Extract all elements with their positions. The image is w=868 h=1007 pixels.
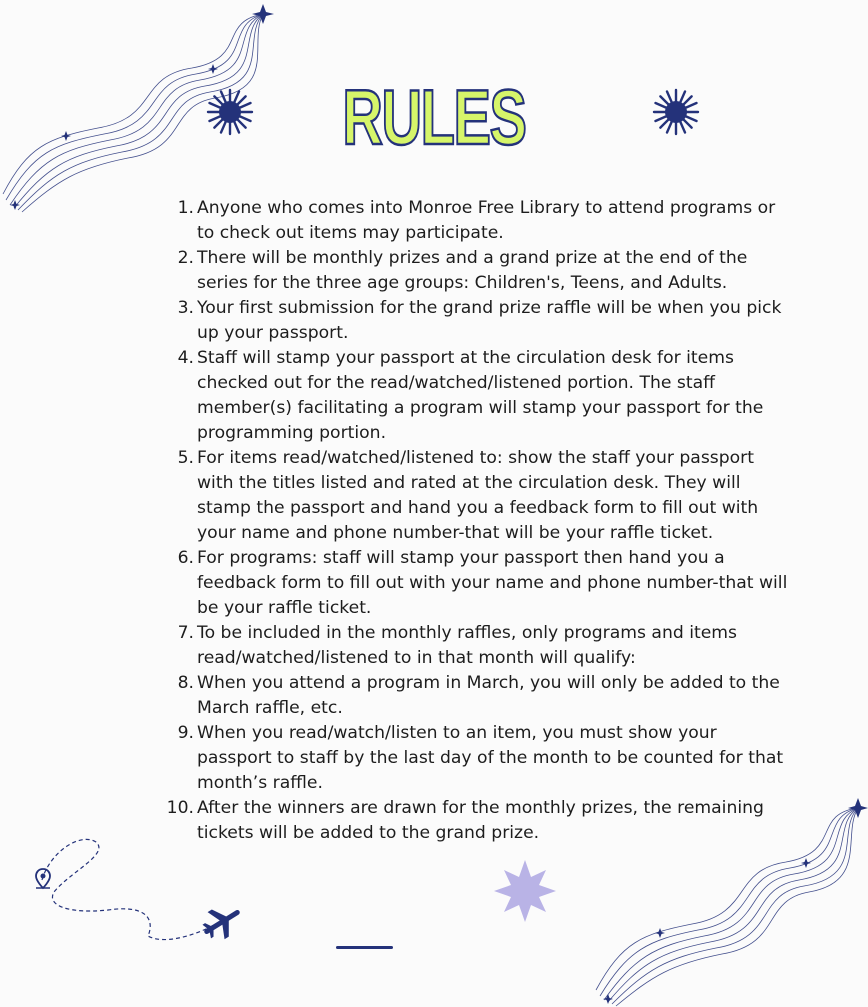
rule-item	[166, 196, 790, 246]
rule-text: To be included in the monthly raffles, only programs and items read/watched/listened to in that month will qualify:	[197, 623, 738, 668]
starburst-icon	[492, 858, 558, 924]
rule-number: 3.	[177, 298, 194, 318]
rule-text: When you attend a program in March, you will only be added to the March raffle, etc.	[197, 673, 780, 718]
rule-number: 4.	[177, 348, 194, 368]
rules-list	[166, 196, 790, 846]
rule-item	[166, 796, 790, 846]
rule-text: When you read/watch/listen to an item, you must show your passport to staff by the last day of the month to be counted for that month’s raffle.	[197, 723, 784, 793]
rule-text: For programs: staff will stamp your passport then hand you a feedback form to fill out with your name and phone number-that will be your raffle ticket.	[197, 548, 788, 618]
rule-number: 6.	[177, 548, 194, 568]
location-pin-icon	[34, 868, 52, 890]
rule-item	[166, 721, 790, 796]
airplane-icon	[202, 904, 242, 940]
rule-item	[166, 671, 790, 721]
rule-item	[166, 546, 790, 621]
rule-text: After the winners are drawn for the monthly prizes, the remaining tickets will be added to the grand prize.	[197, 798, 764, 843]
page-title: RULES	[342, 73, 526, 161]
rule-number: 5.	[177, 448, 194, 468]
rule-item	[166, 346, 790, 446]
rule-item	[166, 446, 790, 546]
rule-text: Your first submission for the grand prize raffle will be when you pick up your passport.	[197, 298, 782, 343]
rule-text: For items read/watched/listened to: show the staff your passport with the titles listed and rated at the circulation desk. They will stamp the passport and hand you a feedback form to fill out with your name and phone number-that will be your raffle ticket.	[197, 448, 759, 543]
rule-text: There will be monthly prizes and a grand prize at the end of the series for the three age groups: Children's, Teens, and Adults.	[197, 248, 748, 293]
rule-number: 10.	[166, 798, 194, 818]
rule-item	[166, 246, 790, 296]
rule-item	[166, 621, 790, 671]
rule-number: 7.	[177, 623, 194, 643]
rule-item	[166, 296, 790, 346]
rule-text: Anyone who comes into Monroe Free Library to attend programs or to check out items may participate.	[197, 198, 776, 243]
rule-number: 8.	[177, 673, 194, 693]
rule-number: 1.	[177, 198, 194, 218]
rule-text: Staff will stamp your passport at the circulation desk for items checked out for the read/watched/listened portion. The staff member(s) facilitating a program will stamp your passport for the programming portion.	[197, 348, 764, 443]
rule-number: 2.	[177, 248, 194, 268]
rule-number: 9.	[177, 723, 194, 743]
divider-line	[336, 946, 393, 949]
